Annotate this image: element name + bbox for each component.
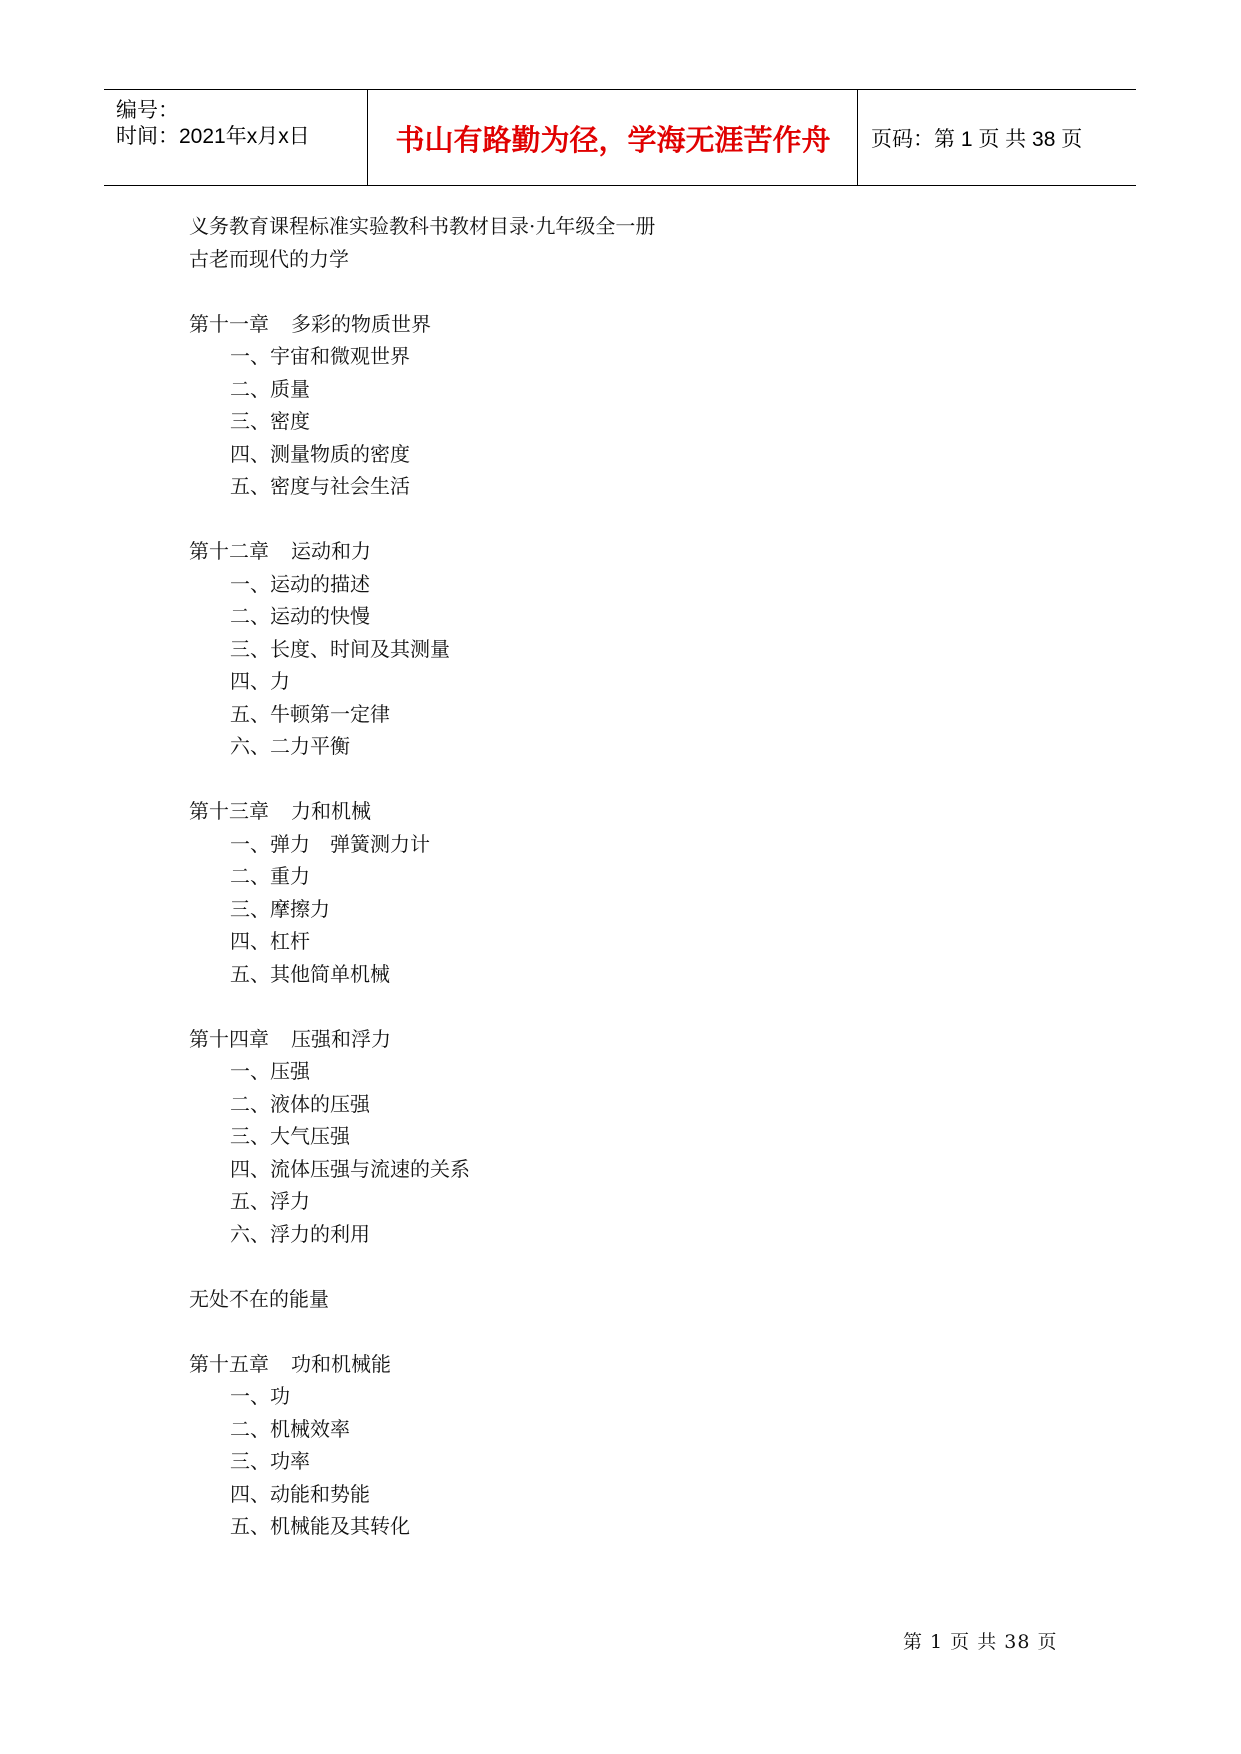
header-page-cell bbox=[859, 90, 1136, 185]
section-item: 三、长度、时间及其测量 bbox=[230, 636, 450, 661]
chapter-number: 第十一章 bbox=[189, 311, 269, 336]
section-item: 五、牛顿第一定律 bbox=[230, 701, 390, 726]
section-item: 四、流体压强与流速的关系 bbox=[230, 1156, 470, 1181]
section-item: 四、杠杆 bbox=[230, 929, 310, 953]
section-item: 四、动能和势能 bbox=[230, 1481, 370, 1506]
section-item: 二、质量 bbox=[230, 376, 310, 401]
section-item: 一、宇宙和微观世界 bbox=[230, 344, 410, 368]
chapter-number: 第十三章 bbox=[189, 799, 269, 823]
section-item: 二、液体的压强 bbox=[230, 1091, 370, 1116]
section-item: 一、弹力 弹簧测力计 bbox=[230, 831, 430, 856]
header-table bbox=[104, 89, 1136, 186]
chapter-name: 压强和浮力 bbox=[291, 1026, 391, 1051]
section-item: 三、功率 bbox=[230, 1449, 310, 1473]
part-title: 古老而现代的力学 bbox=[189, 246, 349, 271]
chapter-heading bbox=[189, 1348, 1089, 1381]
section-item: 一、压强 bbox=[230, 1059, 310, 1083]
chapter-name: 多彩的物质世界 bbox=[291, 311, 431, 336]
chapter-number: 第十四章 bbox=[189, 1026, 269, 1051]
section-item: 六、浮力的利用 bbox=[230, 1221, 370, 1246]
chapter-heading bbox=[189, 308, 1089, 341]
chapter-group-2 bbox=[189, 1315, 1089, 1543]
chapter-group-1 bbox=[189, 275, 1089, 1250]
section-item: 五、机械能及其转化 bbox=[230, 1514, 410, 1538]
part-title: 无处不在的能量 bbox=[189, 1286, 329, 1311]
header-page-info: 页码：第 1 页 共 38 页 bbox=[871, 128, 1083, 151]
chapter-name: 运动和力 bbox=[291, 539, 371, 563]
section-item: 一、功 bbox=[230, 1384, 290, 1408]
chapter-heading bbox=[189, 1023, 1089, 1056]
document-time-label: 时间：2021年x月x日 bbox=[116, 125, 310, 148]
document-number-label: 编号： bbox=[116, 99, 179, 122]
table-of-contents bbox=[189, 210, 1089, 1543]
chapter-heading bbox=[189, 795, 1089, 828]
chapter-name: 功和机械能 bbox=[291, 1351, 391, 1376]
section-item: 六、二力平衡 bbox=[230, 734, 350, 758]
section-item: 二、运动的快慢 bbox=[230, 604, 370, 628]
chapter-heading bbox=[189, 535, 1089, 568]
motto-text: 书山有路勤为径，学海无涯苦作舟 bbox=[395, 125, 831, 157]
chapter-name: 力和机械 bbox=[291, 799, 371, 823]
section-item: 三、密度 bbox=[230, 409, 310, 433]
section-item: 三、摩擦力 bbox=[230, 896, 330, 921]
section-item: 一、运动的描述 bbox=[230, 571, 370, 596]
section-item: 二、重力 bbox=[230, 864, 310, 888]
header-motto-cell bbox=[369, 90, 858, 185]
chapter-number: 第十二章 bbox=[189, 539, 269, 563]
toc-title: 义务教育课程标准实验教科书教材目录·九年级全一册 bbox=[189, 214, 656, 238]
section-item: 四、测量物质的密度 bbox=[230, 441, 410, 466]
section-item: 四、力 bbox=[230, 669, 290, 693]
section-item: 三、大气压强 bbox=[230, 1124, 350, 1148]
section-item: 五、浮力 bbox=[230, 1189, 310, 1213]
section-item: 五、其他简单机械 bbox=[230, 961, 390, 986]
footer-page-number: 第 1 页 共 38 页 bbox=[903, 1631, 1058, 1653]
header-info-cell bbox=[104, 90, 368, 185]
chapter-number: 第十五章 bbox=[189, 1351, 269, 1376]
section-item: 二、机械效率 bbox=[230, 1416, 350, 1441]
section-item: 五、密度与社会生活 bbox=[230, 474, 410, 498]
